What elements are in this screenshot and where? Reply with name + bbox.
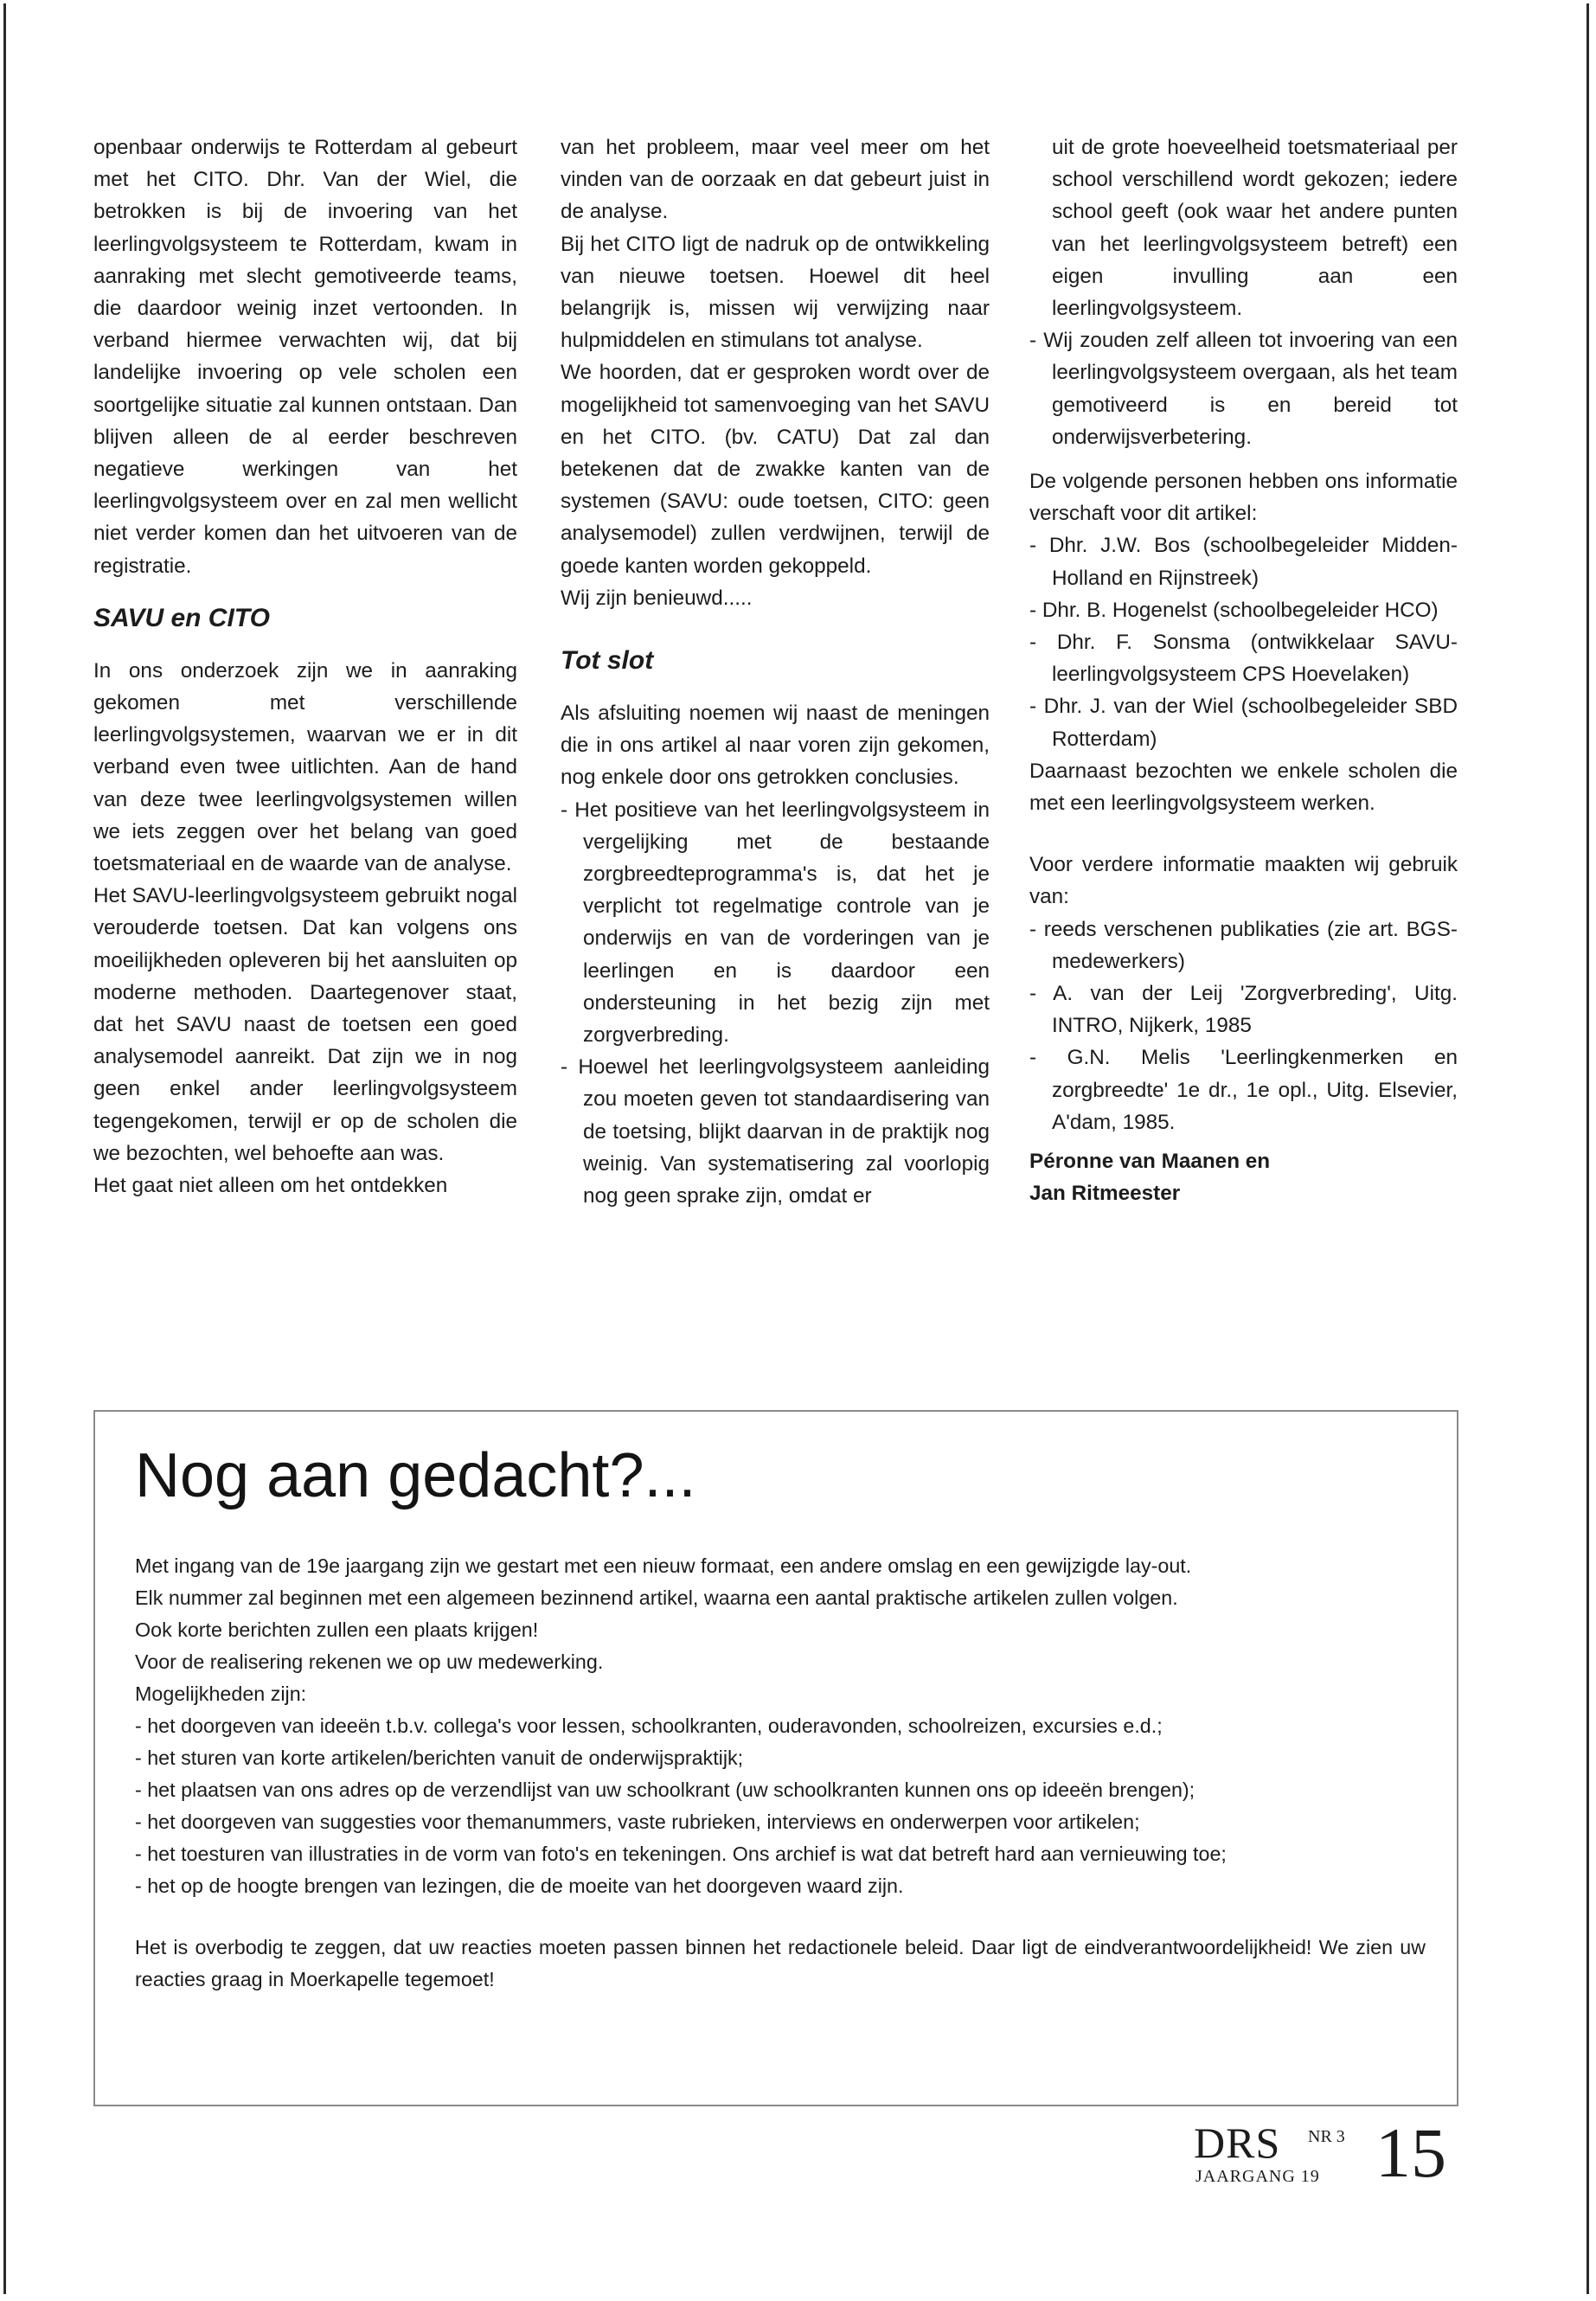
paragraph: Voor verdere informatie maakten wij gebruik van: [1029, 853, 1458, 909]
paragraph: Wij zijn benieuwd..... [561, 586, 753, 610]
person-item: - Dhr. J.W. Bos (schoolbegeleider Midden-Holland en Rijnstreek) [1029, 534, 1458, 590]
notice-item: - het doorgeven van ideeën t.b.v. collega's voor lessen, schoolkranten, ouderavonden, schoolreizen, excursies e.d.; [135, 1715, 1163, 1737]
conclusion-item: - Het positieve van het leerlingvolgsysteem in vergelijking met de bestaande zorgbreedteprogramma's is, dat het je verplicht tot regelmatige controle van je onderwijs en van de vorderingen van je leerlingen en is daardoor een ondersteuning in het bezig zijn met zorgverbreding. [561, 798, 990, 1048]
paragraph: We hoorden, dat er gesproken wordt over de mogelijkheid tot samenvoeging van het SAVU en het CITO. (bv. CATU) Dat zal dan betekenen dat de zwakke kanten van de systemen (SAVU: oude toetsen, CITO: geen analysemodel) zullen verdwijnen, terwijl de goede kanten worden gekoppeld. [561, 361, 990, 578]
notice-closing: Het is overbodig te zeggen, dat uw reacties moeten passen binnen het redactionele beleid. Daar ligt de eindverantwoordelijkheid! We zien uw reacties graag in Moerkapelle tegemoet! [135, 1936, 1426, 1990]
article-column-1 [93, 131, 517, 1202]
page-number: 15 [1375, 2113, 1446, 2192]
paragraph: In ons onderzoek zijn we in aanraking gekomen met verschillende leerlingvolgsystemen, waarvan we er in dit verband even twee uitlichten. Aan de hand van deze twee leerlingvolgsystemen willen we iets zeggen over het belang van goed toetsmateriaal en de waarde van de analyse. [93, 658, 517, 876]
author-line: Jan Ritmeester [1029, 1182, 1181, 1206]
conclusion-item: - Wij zouden zelf alleen tot invoering van een leerlingvolgsysteem overgaan, als het team gemotiveerd is en bereid tot onderwijsverbetering. [1029, 329, 1458, 449]
person-item: - Dhr. B. Hogenelst (schoolbegeleider HCO) [1029, 598, 1439, 622]
person-item: - Dhr. J. van der Wiel (schoolbegeleider SBD Rotterdam) [1029, 695, 1458, 751]
source-item: - G.N. Melis 'Leerlingkenmerken en zorgbreedte' 1e dr., 1e opl., Uitg. Elsevier, A'dam, 1985. [1029, 1046, 1458, 1134]
paragraph: openbaar onderwijs te Rotterdam al gebeurt met het CITO. Dhr. Van der Wiel, die betrokken is bij de invoering van het leerlingvolgsysteem te Rotterdam, kwam in aanraking met slecht gemotiveerde teams, die daardoor weinig inzet vertoonden. In verband hiermee verwachten wij, dat bij landelijke invoering op vele scholen een soortgelijke situatie zal kunnen ontstaan. Dan blijven alleen de al eerder beschreven negatieve werkingen van het leerlingvolgsysteem over en zal men wellicht niet verder komen dan het uitvoeren van de registratie. [93, 136, 517, 578]
notice-body [135, 1550, 1426, 1996]
paragraph: Het gaat niet alleen om het ontdekken [93, 1174, 448, 1198]
article-column-2 [561, 131, 990, 1212]
source-item: - reeds verschenen publikaties (zie art. BGS-medewerkers) [1029, 917, 1458, 973]
section-heading-tot-slot: Tot slot [561, 646, 654, 676]
issue-number: NR 3 [1308, 2127, 1345, 2146]
article-column-3 [1029, 131, 1458, 1210]
notice-item: - het sturen van korte artikelen/berichten vanuit de onderwijspraktijk; [135, 1747, 744, 1769]
notice-line: Met ingang van de 19e jaargang zijn we gestart met een nieuw formaat, een andere omslag en een gewijzigde lay-out. [135, 1554, 1192, 1577]
paragraph: Het SAVU-leerlingvolgsysteem gebruikt nogal verouderde toetsen. Dat kan volgens ons moeilijkheden opleveren bij het aansluiten op moderne methoden. Daartegenover staat, dat het SAVU naast de toetsen een goed analysemodel aanreikt. Dat zijn we in nog geen enkel ander leerlingvolgsysteem tegengekomen, terwijl er op de scholen die we bezochten, wel behoefte aan was. [93, 884, 517, 1165]
conclusion-item-continued: uit de grote hoeveelheid toetsmateriaal per school verschillend wordt gekozen; iedere school geeft (ook waar het andere punten van het leerlingvolgsysteem betreft) een eigen invulling aan een leerlingvolgsysteem. [1052, 136, 1458, 321]
volume-label: JAARGANG 19 [1195, 2167, 1320, 2186]
notice-item: - het op de hoogte brengen van lezingen, die de moeite van het doorgeven waard zijn. [135, 1875, 904, 1897]
magazine-footer [1194, 2113, 1453, 2192]
paragraph: Als afsluiting noemen wij naast de meningen die in ons artikel al naar voren zijn gekomen, nog enkele door ons getrokken conclusies. [561, 702, 990, 790]
notice-line: Voor de realisering rekenen we op uw medewerking. [135, 1650, 604, 1673]
paragraph: De volgende personen hebben ons informatie verschaft voor dit artikel: [1029, 470, 1458, 526]
notice-item: - het toesturen van illustraties in de vorm van foto's en tekeningen. Ons archief is wat dat betreft hard aan vernieuwing toe; [135, 1843, 1227, 1865]
person-item: - Dhr. F. Sonsma (ontwikkelaar SAVU-leerlingvolgsysteem CPS Hoevelaken) [1029, 631, 1458, 687]
paragraph: van het probleem, maar veel meer om het vinden van de oorzaak en dat gebeurt juist in de analyse. [561, 136, 990, 224]
paragraph: Bij het CITO ligt de nadruk op de ontwikkeling van nieuwe toetsen. Hoewel dit heel belangrijk is, missen wij verwijzing naar hulpmiddelen en stimulans tot analyse. [561, 232, 990, 353]
notice-line: Mogelijkheden zijn: [135, 1682, 307, 1705]
notice-item: - het plaatsen van ons adres op de verzendlijst van uw schoolkrant (uw schoolkranten kunnen ons op ideeën brengen); [135, 1779, 1195, 1801]
section-heading-savu-cito: SAVU en CITO [93, 603, 270, 632]
conclusion-item: - Hoewel het leerlingvolgsysteem aanleiding zou moeten geven tot standaardisering van de toetsing, blijkt daarvan in de praktijk nog weinig. Van systematisering zal voorlopig nog geen sprake zijn, omdat er [561, 1055, 990, 1208]
paragraph: Daarnaast bezochten we enkele scholen die met een leerlingvolgsysteem werken. [1029, 759, 1458, 816]
magazine-logo: DRS [1194, 2118, 1281, 2167]
notice-title: Nog aan gedacht?... [135, 1441, 696, 1510]
notice-line: Ook korte berichten zullen een plaats krijgen! [135, 1618, 539, 1641]
notice-item: - het doorgeven van suggesties voor themanummers, vaste rubrieken, interviews en onderwerpen voor artikelen; [135, 1811, 1140, 1833]
source-item: - A. van der Leij 'Zorgverbreding', Uitg. INTRO, Nijkerk, 1985 [1029, 982, 1458, 1038]
notice-line: Elk nummer zal beginnen met een algemeen bezinnend artikel, waarna een aantal praktische artikelen zullen volgen. [135, 1586, 1178, 1609]
notice-box [93, 1410, 1458, 2106]
author-line: Péronne van Maanen en [1029, 1150, 1271, 1174]
